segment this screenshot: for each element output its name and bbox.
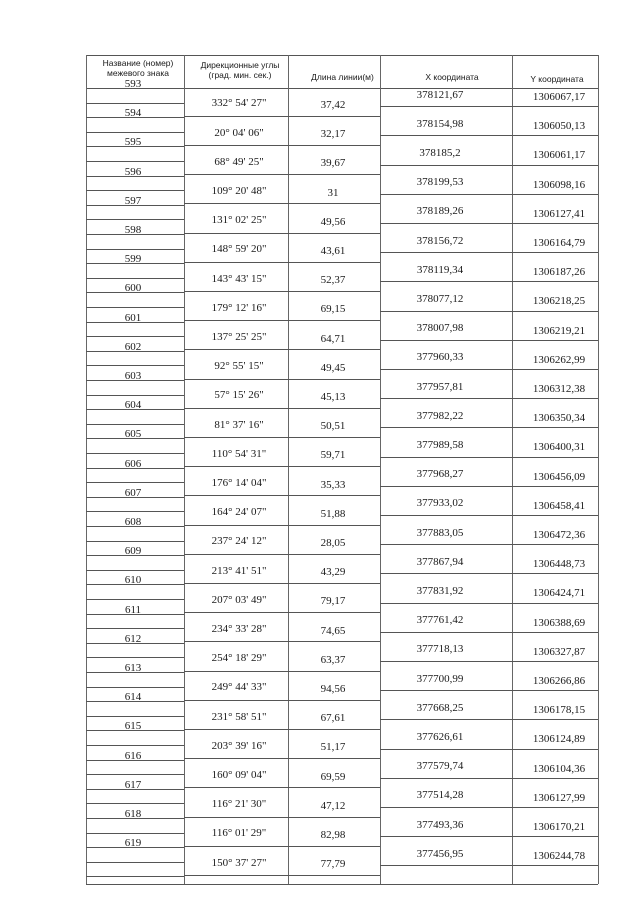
row-separator [380, 603, 598, 604]
row-separator [184, 525, 380, 526]
row-separator [184, 145, 380, 146]
row-separator [380, 135, 598, 136]
point-number: 619 [124, 837, 142, 850]
line-length: 69,59 [320, 770, 346, 783]
line-length: 77,79 [320, 858, 346, 871]
row-separator [184, 291, 380, 292]
direction-angle: 176° 14' 04" [211, 476, 267, 489]
point-number: 610 [124, 574, 142, 587]
row-separator [86, 249, 184, 250]
row-separator [86, 570, 184, 571]
direction-angle: 249° 44' 33" [211, 681, 267, 694]
line-length: 43,61 [320, 245, 346, 258]
row-separator [380, 749, 598, 750]
line-length: 50,51 [320, 420, 346, 433]
line-length: 52,37 [320, 274, 346, 287]
direction-angle: 332° 54' 27" [211, 97, 267, 110]
column-border-length [288, 55, 289, 884]
line-length: 49,56 [320, 215, 346, 228]
line-length: 94,56 [320, 683, 346, 696]
y-coordinate: 1306350,34 [532, 412, 586, 425]
row-separator [86, 190, 184, 191]
direction-angle: 109° 20' 48" [211, 184, 267, 197]
y-coordinate: 1306424,71 [532, 587, 586, 600]
point-number: 615 [124, 720, 142, 733]
x-coordinate: 377831,92 [416, 584, 464, 597]
row-separator [86, 687, 184, 688]
line-length: 31 [327, 186, 339, 199]
line-length: 32,17 [320, 128, 346, 141]
row-separator [380, 340, 598, 341]
row-separator [86, 365, 184, 366]
y-coordinate: 1306124,89 [532, 733, 586, 746]
y-coordinate: 1306170,21 [532, 820, 586, 833]
line-length: 47,12 [320, 799, 346, 812]
y-coordinate: 1306164,79 [532, 236, 586, 249]
y-coordinate: 1306244,78 [532, 850, 586, 863]
point-number: 602 [124, 340, 142, 353]
line-length: 28,05 [320, 537, 346, 550]
row-separator [86, 862, 184, 863]
row-separator [86, 219, 184, 220]
y-coordinate: 1306127,41 [532, 207, 586, 220]
row-separator [86, 161, 184, 162]
row-separator [184, 233, 380, 234]
row-separator [184, 262, 380, 263]
row-separator [86, 278, 184, 279]
row-separator [380, 515, 598, 516]
row-separator [380, 661, 598, 662]
line-length: 79,17 [320, 595, 346, 608]
point-number: 618 [124, 808, 142, 820]
y-coordinate: 1306458,41 [532, 499, 586, 512]
row-separator [380, 719, 598, 720]
row-separator [380, 632, 598, 633]
row-separator [86, 745, 184, 746]
header-direction-line1: Дирекционные углы [200, 60, 280, 70]
row-separator [380, 106, 598, 107]
row-separator [184, 758, 380, 759]
direction-angle: 131° 02' 25" [211, 214, 267, 227]
row-separator [184, 174, 380, 175]
row-separator [86, 774, 184, 775]
column-border-angle [184, 55, 185, 884]
row-separator [380, 865, 598, 866]
x-coordinate: 378077,12 [416, 292, 464, 305]
row-separator [184, 612, 380, 613]
row-separator [380, 369, 598, 370]
point-number: 593 [124, 78, 142, 90]
row-separator [184, 379, 380, 380]
row-separator [380, 194, 598, 195]
x-coordinate: 378185,2 [419, 146, 461, 159]
header-line-length: Длина линии(м) [311, 72, 374, 82]
header-x-coordinate: X координата [425, 72, 479, 82]
row-separator [184, 787, 380, 788]
row-separator [86, 833, 184, 834]
y-coordinate: 1306061,17 [532, 149, 586, 162]
direction-angle: 237° 24' 12" [211, 535, 267, 548]
row-separator [184, 349, 380, 350]
row-separator [184, 466, 380, 467]
row-separator [184, 729, 380, 730]
line-length: 64,71 [320, 332, 346, 345]
y-coordinate: 1306178,15 [532, 704, 586, 717]
row-separator [380, 690, 598, 691]
x-coordinate: 377989,58 [416, 438, 464, 451]
row-separator [380, 836, 598, 837]
header-point-name [92, 58, 184, 78]
row-separator [184, 408, 380, 409]
header-point-name-line2: межевого знака [107, 68, 169, 78]
line-length: 69,15 [320, 303, 346, 316]
x-coordinate: 377668,25 [416, 701, 464, 714]
x-coordinate: 377968,27 [416, 468, 464, 481]
line-length: 82,98 [320, 829, 346, 842]
row-separator [380, 311, 598, 312]
row-separator [380, 252, 598, 253]
y-coordinate: 1306104,36 [532, 762, 586, 775]
row-separator [86, 336, 184, 337]
row-separator [184, 641, 380, 642]
x-coordinate: 378119,34 [416, 263, 464, 276]
y-coordinate: 1306472,36 [532, 528, 586, 541]
row-separator [380, 223, 598, 224]
column-border-y [512, 55, 513, 884]
row-separator [86, 395, 184, 396]
point-number: 613 [124, 662, 142, 674]
direction-angle: 254° 18' 29" [211, 652, 267, 665]
x-coordinate: 377579,74 [416, 760, 464, 773]
direction-angle: 57° 15' 26" [214, 389, 264, 402]
header-direction-line2: (град. мин. сек.) [208, 70, 272, 80]
line-length: 74,65 [320, 624, 346, 637]
direction-angle: 110° 54' 31" [211, 447, 267, 460]
x-coordinate: 378189,26 [416, 205, 464, 218]
x-coordinate: 378156,72 [416, 234, 464, 247]
direction-angle: 92° 55' 15" [214, 360, 264, 373]
x-coordinate: 377960,33 [416, 351, 464, 364]
line-length: 45,13 [320, 391, 346, 404]
direction-angle: 234° 33' 28" [211, 622, 267, 635]
y-coordinate: 1306400,31 [532, 441, 586, 454]
direction-angle: 116° 01' 29" [211, 827, 267, 840]
point-number: 594 [124, 107, 142, 120]
y-coordinate: 1306266,86 [532, 674, 586, 687]
y-coordinate: 1306187,26 [532, 266, 586, 279]
line-length: 63,37 [320, 653, 346, 666]
row-separator [380, 573, 598, 574]
direction-angle: 207° 03' 49" [211, 593, 267, 606]
point-number: 595 [124, 136, 142, 149]
row-separator [86, 103, 184, 104]
y-coordinate: 1306312,38 [532, 382, 586, 395]
point-number: 614 [124, 691, 142, 704]
direction-angle: 137° 25' 25" [211, 330, 267, 343]
point-number: 617 [124, 778, 142, 791]
x-coordinate: 377933,02 [416, 497, 464, 510]
point-number: 603 [124, 370, 142, 382]
direction-angle: 203° 39' 16" [211, 739, 267, 752]
y-coordinate: 1306388,69 [532, 616, 586, 629]
row-separator [184, 700, 380, 701]
y-coordinate: 1306448,73 [532, 558, 586, 571]
point-number: 609 [124, 545, 142, 558]
y-coordinate: 1306456,09 [532, 470, 586, 483]
x-coordinate: 378007,98 [416, 322, 464, 335]
row-separator [184, 671, 380, 672]
point-number: 612 [124, 632, 142, 645]
x-coordinate: 377456,95 [416, 847, 464, 860]
y-coordinate: 1306327,87 [532, 645, 586, 658]
row-separator [380, 807, 598, 808]
x-coordinate: 377718,13 [416, 643, 464, 656]
row-separator [380, 457, 598, 458]
x-coordinate: 377493,36 [416, 818, 464, 831]
row-separator [86, 657, 184, 658]
line-length: 67,61 [320, 712, 346, 725]
header-point-name-line1: Название (номер) [102, 58, 174, 68]
row-separator [184, 846, 380, 847]
direction-angle: 213° 41' 51" [211, 564, 267, 577]
direction-angle: 160° 09' 04" [211, 768, 267, 781]
direction-angle: 143° 43' 15" [211, 272, 267, 285]
row-separator [184, 320, 380, 321]
row-separator [86, 628, 184, 629]
row-separator [380, 165, 598, 166]
column-border-x [380, 55, 381, 884]
x-coordinate: 377761,42 [416, 614, 464, 627]
x-coordinate: 378154,98 [416, 117, 464, 130]
y-coordinate: 1306067,17 [532, 90, 586, 103]
direction-angle: 68° 49' 25" [214, 155, 264, 168]
x-coordinate: 378199,53 [416, 176, 464, 189]
header-direction-angle [184, 60, 296, 80]
y-coordinate: 1306218,25 [532, 295, 586, 308]
line-length: 39,67 [320, 157, 346, 170]
x-coordinate: 377700,99 [416, 672, 464, 685]
row-separator [86, 876, 184, 877]
row-separator [184, 817, 380, 818]
row-separator [184, 437, 380, 438]
row-separator [184, 583, 380, 584]
row-separator [86, 424, 184, 425]
row-separator [86, 511, 184, 512]
row-separator [86, 482, 184, 483]
row-separator [380, 281, 598, 282]
direction-angle: 179° 12' 16" [211, 301, 267, 314]
row-separator [184, 495, 380, 496]
row-separator [380, 398, 598, 399]
point-number: 600 [124, 282, 142, 295]
row-separator [184, 554, 380, 555]
row-separator [86, 453, 184, 454]
x-coordinate: 377867,94 [416, 555, 464, 568]
x-coordinate: 377883,05 [416, 526, 464, 539]
line-length: 59,71 [320, 449, 346, 462]
line-length: 51,88 [320, 507, 346, 520]
row-separator [380, 486, 598, 487]
point-number: 601 [124, 311, 142, 324]
row-separator [184, 203, 380, 204]
point-number: 605 [124, 428, 142, 441]
y-coordinate: 1306127,99 [532, 791, 586, 804]
y-coordinate: 1306219,21 [532, 324, 586, 337]
line-length: 49,45 [320, 361, 346, 374]
row-separator [86, 307, 184, 308]
row-separator [380, 427, 598, 428]
direction-angle: 148° 59' 20" [211, 243, 267, 256]
y-coordinate: 1306050,13 [532, 120, 586, 133]
point-number: 598 [124, 224, 142, 236]
y-coordinate: 1306098,16 [532, 178, 586, 191]
row-separator [380, 778, 598, 779]
x-coordinate: 378121,67 [416, 88, 464, 101]
x-coordinate: 377626,61 [416, 730, 464, 743]
direction-angle: 150° 37' 27" [211, 856, 267, 869]
point-number: 596 [124, 165, 142, 178]
x-coordinate: 377514,28 [416, 789, 464, 802]
point-number: 604 [124, 399, 142, 412]
line-length: 35,33 [320, 478, 346, 491]
x-coordinate: 377982,22 [416, 409, 464, 422]
row-separator [184, 116, 380, 117]
x-coordinate: 377957,81 [416, 380, 464, 393]
direction-angle: 164° 24' 07" [211, 506, 267, 519]
row-separator [86, 803, 184, 804]
direction-angle: 81° 37' 16" [214, 418, 264, 431]
line-length: 51,17 [320, 741, 346, 754]
point-number: 599 [124, 253, 142, 266]
row-separator [86, 716, 184, 717]
direction-angle: 20° 04' 06" [214, 126, 264, 139]
direction-angle: 231° 58' 51" [211, 710, 267, 723]
point-number: 608 [124, 516, 142, 528]
table-bottom-border [86, 884, 598, 885]
direction-angle: 116° 21' 30" [211, 798, 267, 811]
point-number: 611 [124, 603, 142, 616]
row-separator [86, 132, 184, 133]
row-separator [86, 599, 184, 600]
row-separator [184, 875, 380, 876]
y-coordinate: 1306262,99 [532, 353, 586, 366]
point-number: 606 [124, 457, 142, 470]
row-separator [86, 541, 184, 542]
header-y-coordinate: Y координата [530, 74, 584, 84]
point-number: 616 [124, 749, 142, 762]
line-length: 43,29 [320, 566, 346, 579]
line-length: 37,42 [320, 99, 346, 112]
row-separator [380, 544, 598, 545]
table-top-border [86, 55, 598, 56]
point-number: 597 [124, 194, 142, 207]
point-number: 607 [124, 486, 142, 499]
